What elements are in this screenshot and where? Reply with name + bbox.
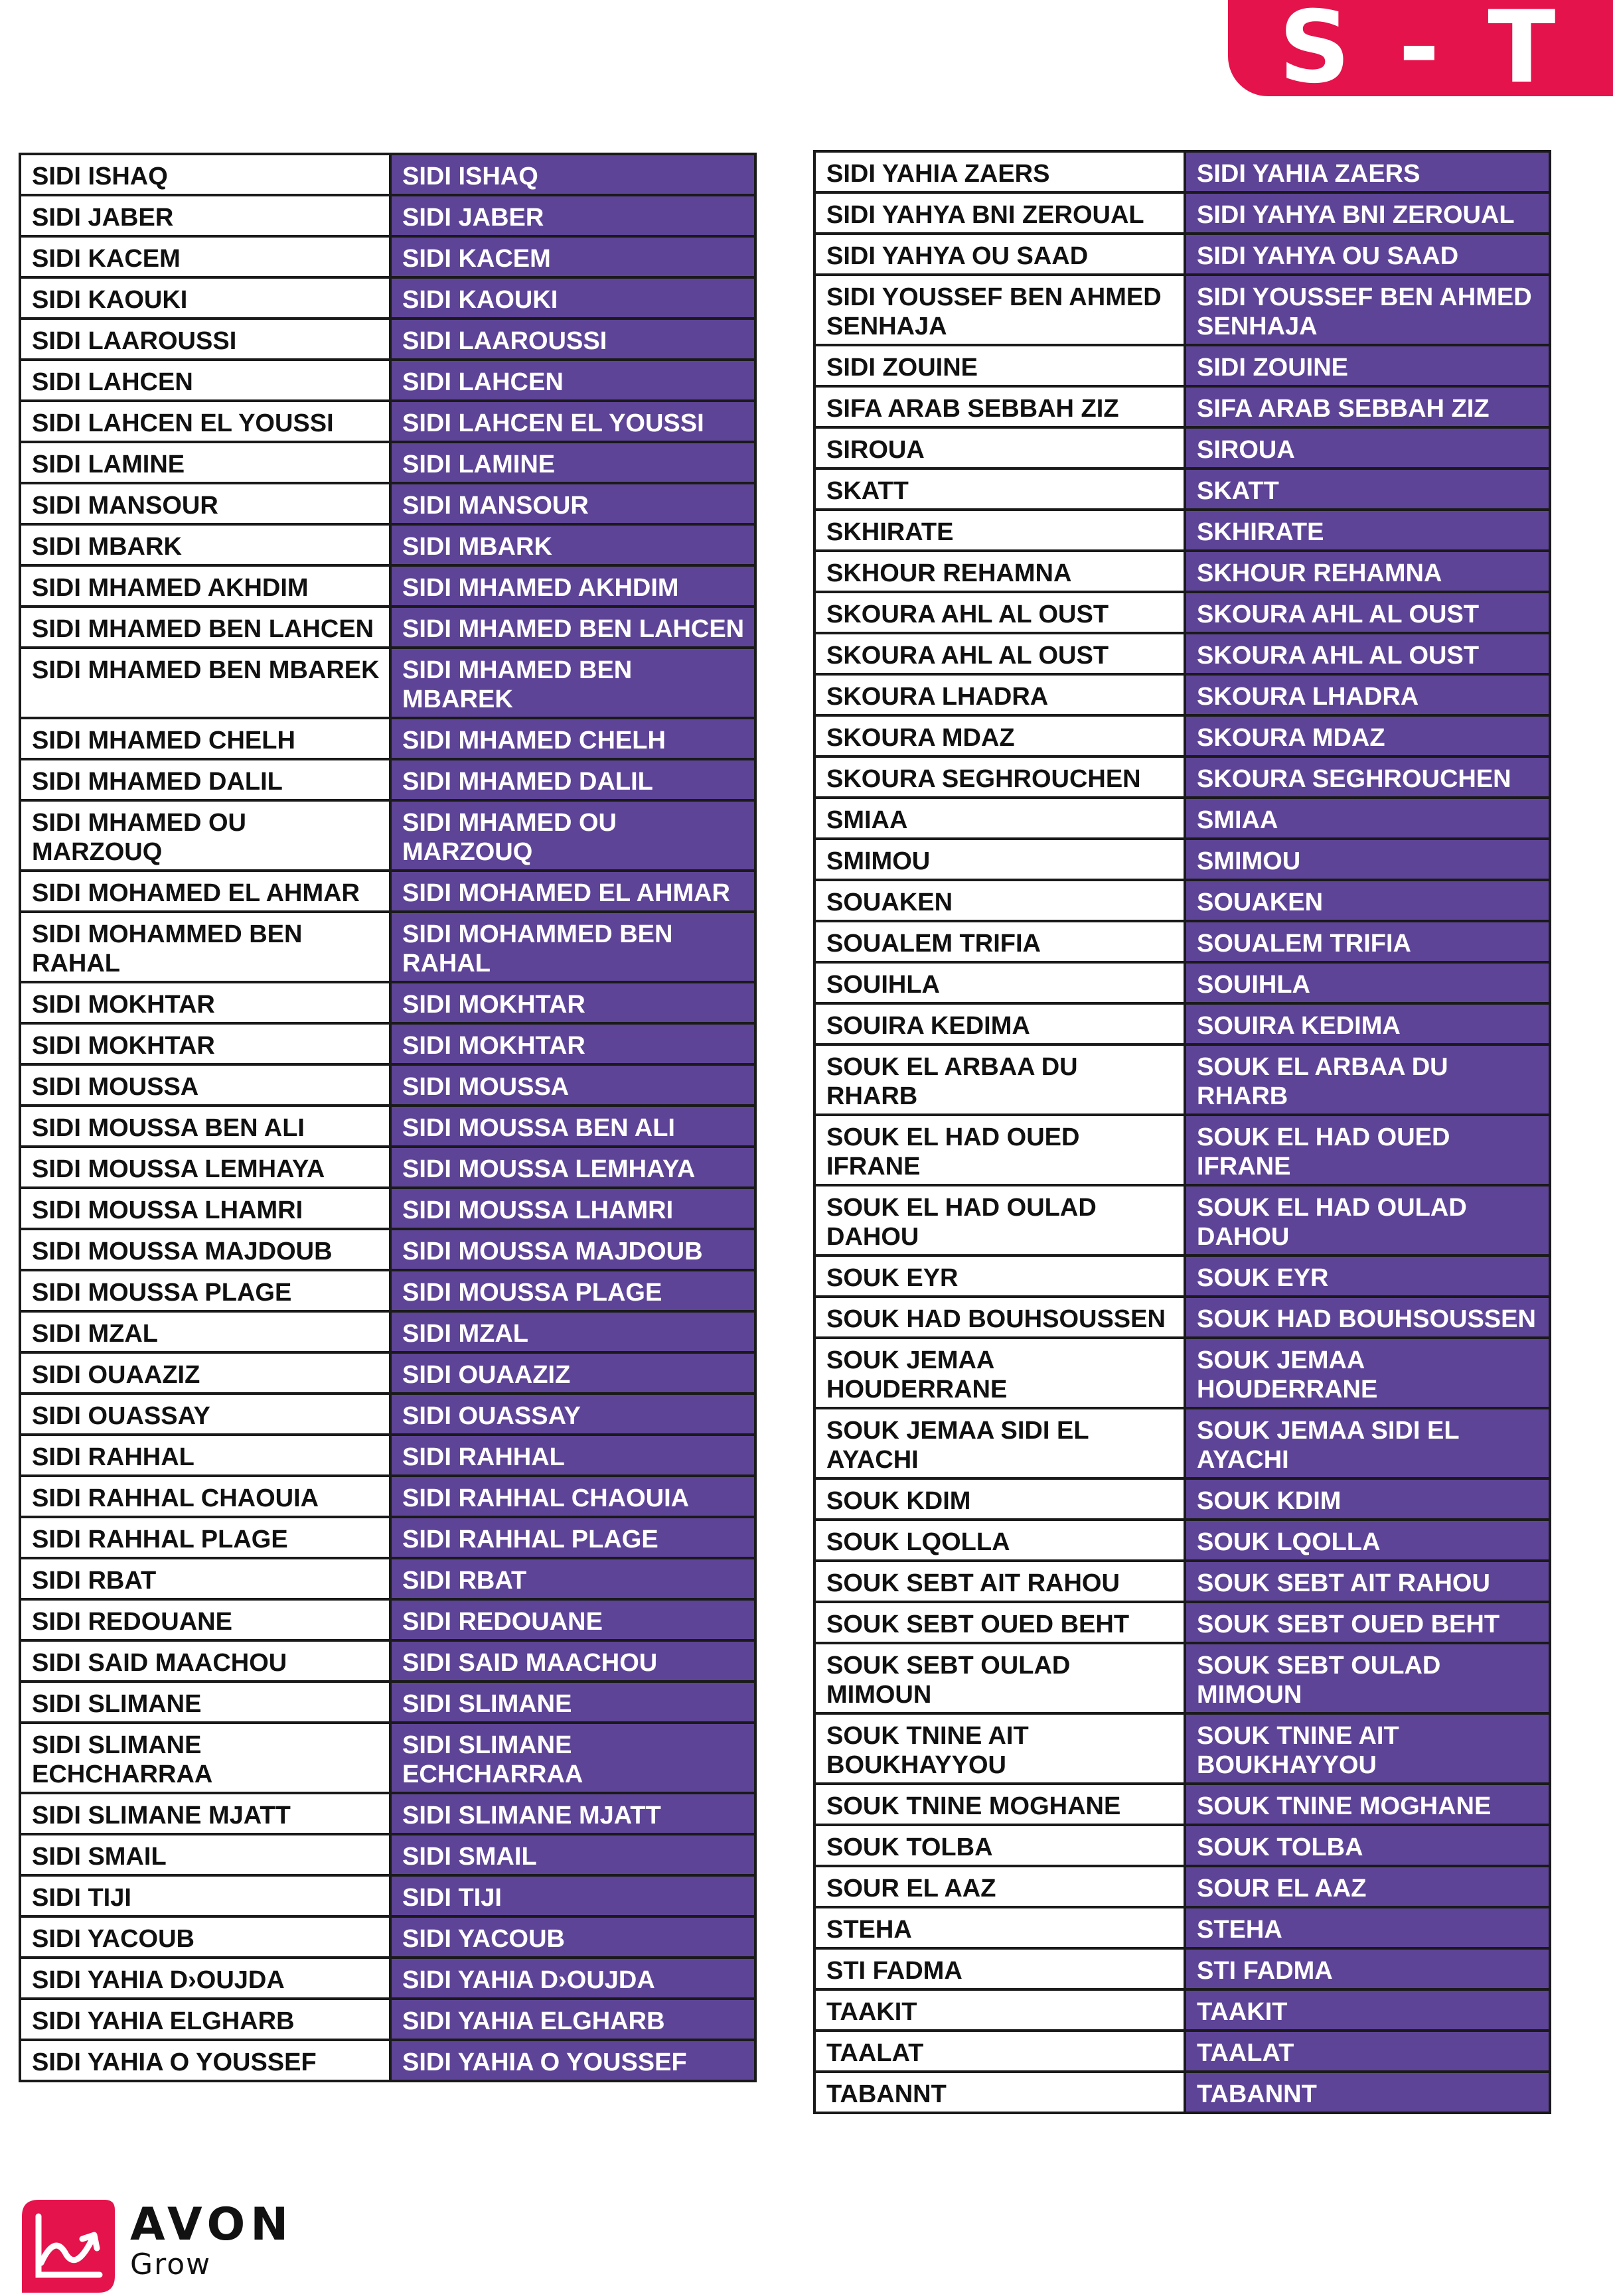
name-cell-highlighted: SOUK HAD BOUHSOUSSEN bbox=[1185, 1297, 1550, 1338]
table-row bbox=[814, 1185, 1550, 1256]
name-cell: SOUK HAD BOUHSOUSSEN bbox=[814, 1297, 1185, 1338]
table-row bbox=[20, 1229, 755, 1270]
name-cell: SIDI MANSOUR bbox=[20, 483, 390, 524]
name-cell: SIROUA bbox=[814, 427, 1185, 468]
table-row bbox=[814, 633, 1550, 674]
name-cell: SIDI JABER bbox=[20, 195, 390, 236]
name-cell: SIDI SLIMANE ECHCHARRAA bbox=[20, 1723, 390, 1793]
name-cell: SIDI RAHHAL CHAOUIA bbox=[20, 1476, 390, 1517]
table-row bbox=[814, 1825, 1550, 1866]
name-cell-highlighted: SKOURA LHADRA bbox=[1185, 674, 1550, 715]
name-cell-highlighted: SOUK SEBT AIT RAHOU bbox=[1185, 1561, 1550, 1602]
table-row bbox=[814, 1643, 1550, 1713]
table-row bbox=[814, 1256, 1550, 1297]
name-cell: SIDI MHAMED CHELH bbox=[20, 718, 390, 759]
name-cell-highlighted: TAALAT bbox=[1185, 2031, 1550, 2072]
name-cell-highlighted: SIDI YAHIA ZAERS bbox=[1185, 151, 1550, 192]
name-cell-highlighted: STI FADMA bbox=[1185, 1948, 1550, 1989]
table-row bbox=[20, 982, 755, 1023]
table-row bbox=[20, 1311, 755, 1352]
name-cell: SKOURA AHL AL OUST bbox=[814, 633, 1185, 674]
table-row bbox=[20, 1834, 755, 1875]
name-cell-highlighted: SIDI MHAMED OU MARZOUQ bbox=[390, 800, 755, 871]
table-row bbox=[814, 880, 1550, 921]
table-row bbox=[20, 360, 755, 401]
name-cell: SIDI YAHYA BNI ZEROUAL bbox=[814, 192, 1185, 234]
table-row bbox=[20, 718, 755, 759]
name-cell-highlighted: SOUR EL AAZ bbox=[1185, 1866, 1550, 1907]
name-cell: SMIMOU bbox=[814, 839, 1185, 880]
name-cell-highlighted: SIDI REDOUANE bbox=[390, 1599, 755, 1640]
name-cell: SIDI MOUSSA LEMHAYA bbox=[20, 1147, 390, 1188]
name-cell: SIDI ZOUINE bbox=[814, 345, 1185, 386]
name-cell: SIDI ISHAQ bbox=[20, 154, 390, 195]
table-row bbox=[814, 715, 1550, 756]
name-cell: SIFA ARAB SEBBAH ZIZ bbox=[814, 386, 1185, 427]
name-cell: SOUK SEBT AIT RAHOU bbox=[814, 1561, 1185, 1602]
name-cell: SIDI YAHIA ELGHARB bbox=[20, 1999, 390, 2040]
name-cell-highlighted: TAAKIT bbox=[1185, 1989, 1550, 2031]
name-cell: SKOURA MDAZ bbox=[814, 715, 1185, 756]
name-cell: SIDI YAHYA OU SAAD bbox=[814, 234, 1185, 275]
name-cell-highlighted: SIDI MOHAMED EL AHMAR bbox=[390, 871, 755, 912]
name-cell-highlighted: SIDI MOKHTAR bbox=[390, 1023, 755, 1064]
table-row bbox=[814, 386, 1550, 427]
name-cell: SIDI LAHCEN EL YOUSSI bbox=[20, 401, 390, 442]
brand-block bbox=[130, 2198, 294, 2281]
table-row bbox=[814, 1520, 1550, 1561]
table-row bbox=[814, 674, 1550, 715]
table-row bbox=[20, 1106, 755, 1147]
name-cell: SIDI MHAMED AKHDIM bbox=[20, 565, 390, 607]
table-row bbox=[20, 319, 755, 360]
name-cell-highlighted: SKOURA AHL AL OUST bbox=[1185, 633, 1550, 674]
name-cell: SIDI MOUSSA LHAMRI bbox=[20, 1188, 390, 1229]
table-row bbox=[20, 759, 755, 800]
name-cell-highlighted: SOUAKEN bbox=[1185, 880, 1550, 921]
table-row bbox=[20, 236, 755, 277]
name-cell-highlighted: SIDI YACOUB bbox=[390, 1916, 755, 1958]
table-row bbox=[814, 551, 1550, 592]
table-row bbox=[814, 1784, 1550, 1825]
table-row bbox=[20, 1352, 755, 1394]
name-cell: SIDI MHAMED OU MARZOUQ bbox=[20, 800, 390, 871]
table-row bbox=[20, 1435, 755, 1476]
name-cell-highlighted: SKOURA MDAZ bbox=[1185, 715, 1550, 756]
name-cell-highlighted: SIDI MBARK bbox=[390, 524, 755, 565]
table-row bbox=[20, 277, 755, 319]
table-row bbox=[814, 1907, 1550, 1948]
table-row bbox=[20, 524, 755, 565]
table-row bbox=[814, 1003, 1550, 1044]
table-row bbox=[814, 151, 1550, 192]
table-row bbox=[814, 1044, 1550, 1115]
table-row bbox=[814, 798, 1550, 839]
table-row bbox=[814, 2031, 1550, 2072]
name-cell-highlighted: SKOURA SEGHROUCHEN bbox=[1185, 756, 1550, 798]
name-cell: SIDI LAMINE bbox=[20, 442, 390, 483]
name-cell: SIDI SMAIL bbox=[20, 1834, 390, 1875]
name-cell: STI FADMA bbox=[814, 1948, 1185, 1989]
name-cell-highlighted: SIDI LAHCEN EL YOUSSI bbox=[390, 401, 755, 442]
name-cell-highlighted: SOUIRA KEDIMA bbox=[1185, 1003, 1550, 1044]
name-cell: SIDI MHAMED BEN MBAREK bbox=[20, 648, 390, 718]
name-cell: SIDI YAHIA O YOUSSEF bbox=[20, 2040, 390, 2081]
name-cell-highlighted: SOUK KDIM bbox=[1185, 1478, 1550, 1520]
name-cell-highlighted: SIDI RAHHAL bbox=[390, 1435, 755, 1476]
name-cell-highlighted: SOUK SEBT OULAD MIMOUN bbox=[1185, 1643, 1550, 1713]
name-cell-highlighted: SMIMOU bbox=[1185, 839, 1550, 880]
name-cell-highlighted: SIDI JABER bbox=[390, 195, 755, 236]
table-row bbox=[814, 756, 1550, 798]
name-cell: SIDI SAID MAACHOU bbox=[20, 1640, 390, 1682]
table-row bbox=[20, 565, 755, 607]
name-cell: SOUK EL ARBAA DU RHARB bbox=[814, 1044, 1185, 1115]
table-row bbox=[814, 1713, 1550, 1784]
name-cell: SOUIRA KEDIMA bbox=[814, 1003, 1185, 1044]
name-cell-highlighted: SIFA ARAB SEBBAH ZIZ bbox=[1185, 386, 1550, 427]
name-cell-highlighted: SIROUA bbox=[1185, 427, 1550, 468]
name-cell-highlighted: SIDI RAHHAL PLAGE bbox=[390, 1517, 755, 1558]
table-row bbox=[814, 427, 1550, 468]
name-cell-highlighted: SIDI LAAROUSSI bbox=[390, 319, 755, 360]
name-cell: SKATT bbox=[814, 468, 1185, 510]
name-cell-highlighted: SIDI MHAMED BEN LAHCEN bbox=[390, 607, 755, 648]
name-cell-highlighted: SIDI KACEM bbox=[390, 236, 755, 277]
name-cell: SKOURA AHL AL OUST bbox=[814, 592, 1185, 633]
name-cell-highlighted: SIDI RBAT bbox=[390, 1558, 755, 1599]
table-row bbox=[814, 962, 1550, 1003]
name-cell: SIDI MZAL bbox=[20, 1311, 390, 1352]
name-cell: SKHOUR REHAMNA bbox=[814, 551, 1185, 592]
name-cell: SOUK JEMAA HOUDERRANE bbox=[814, 1338, 1185, 1408]
table-row bbox=[814, 1989, 1550, 2031]
name-cell-highlighted: SIDI LAMINE bbox=[390, 442, 755, 483]
name-cell-highlighted: SIDI SAID MAACHOU bbox=[390, 1640, 755, 1682]
name-cell-highlighted: SIDI YAHIA ELGHARB bbox=[390, 1999, 755, 2040]
name-cell-highlighted: SOUK TOLBA bbox=[1185, 1825, 1550, 1866]
avon-grow-chart-icon bbox=[19, 2196, 118, 2296]
name-cell-highlighted: SOUK JEMAA HOUDERRANE bbox=[1185, 1338, 1550, 1408]
table-row bbox=[814, 510, 1550, 551]
table-row bbox=[20, 800, 755, 871]
table-row bbox=[20, 2040, 755, 2081]
table-row bbox=[20, 1875, 755, 1916]
name-cell: SOUR EL AAZ bbox=[814, 1866, 1185, 1907]
name-cell: SIDI SLIMANE MJATT bbox=[20, 1793, 390, 1834]
name-cell-highlighted: SOUK LQOLLA bbox=[1185, 1520, 1550, 1561]
name-cell: SOUK EYR bbox=[814, 1256, 1185, 1297]
table-row bbox=[20, 1188, 755, 1229]
table-row bbox=[20, 1958, 755, 1999]
name-cell: SIDI MOKHTAR bbox=[20, 982, 390, 1023]
table-row bbox=[20, 607, 755, 648]
name-cell: SIDI LAAROUSSI bbox=[20, 319, 390, 360]
name-cell: SKOURA SEGHROUCHEN bbox=[814, 756, 1185, 798]
name-cell: SIDI MOKHTAR bbox=[20, 1023, 390, 1064]
name-cell: SIDI MOUSSA bbox=[20, 1064, 390, 1106]
table-row bbox=[20, 1023, 755, 1064]
name-cell: SIDI KAOUKI bbox=[20, 277, 390, 319]
name-cell: SOUAKEN bbox=[814, 880, 1185, 921]
name-cell-highlighted: SKHOUR REHAMNA bbox=[1185, 551, 1550, 592]
name-cell: SIDI YAHIA ZAERS bbox=[814, 151, 1185, 192]
name-cell-highlighted: SIDI OUASSAY bbox=[390, 1394, 755, 1435]
name-cell: SIDI RBAT bbox=[20, 1558, 390, 1599]
table-row bbox=[814, 1115, 1550, 1185]
left-name-table bbox=[19, 153, 757, 2082]
name-cell: SIDI OUAAZIZ bbox=[20, 1352, 390, 1394]
name-cell-highlighted: SIDI KAOUKI bbox=[390, 277, 755, 319]
brand-subtitle: Grow bbox=[130, 2248, 212, 2281]
table-row bbox=[20, 401, 755, 442]
table-row bbox=[20, 1394, 755, 1435]
name-cell: SIDI MHAMED BEN LAHCEN bbox=[20, 607, 390, 648]
name-cell: SIDI RAHHAL bbox=[20, 1435, 390, 1476]
name-cell-highlighted: SIDI LAHCEN bbox=[390, 360, 755, 401]
name-cell: SOUK JEMAA SIDI EL AYACHI bbox=[814, 1408, 1185, 1478]
name-cell: SKOURA LHADRA bbox=[814, 674, 1185, 715]
name-cell-highlighted: SIDI OUAAZIZ bbox=[390, 1352, 755, 1394]
table-row bbox=[814, 1338, 1550, 1408]
name-cell-highlighted: SIDI ZOUINE bbox=[1185, 345, 1550, 386]
table-row bbox=[814, 1408, 1550, 1478]
table-row bbox=[20, 1599, 755, 1640]
name-cell-highlighted: SIDI YAHYA BNI ZEROUAL bbox=[1185, 192, 1550, 234]
name-cell: STEHA bbox=[814, 1907, 1185, 1948]
table-row bbox=[20, 1147, 755, 1188]
name-cell: SOUK SEBT OULAD MIMOUN bbox=[814, 1643, 1185, 1713]
table-row bbox=[20, 1999, 755, 2040]
name-cell-highlighted: SIDI MHAMED BEN MBAREK bbox=[390, 648, 755, 718]
name-cell: SMIAA bbox=[814, 798, 1185, 839]
name-cell: SIDI YAHIA D›OUJDA bbox=[20, 1958, 390, 1999]
table-row bbox=[20, 1064, 755, 1106]
name-cell-highlighted: SOUALEM TRIFIA bbox=[1185, 921, 1550, 962]
name-cell: SIDI MOUSSA MAJDOUB bbox=[20, 1229, 390, 1270]
name-cell-highlighted: TABANNT bbox=[1185, 2072, 1550, 2113]
name-cell: SIDI MBARK bbox=[20, 524, 390, 565]
name-cell-highlighted: SIDI MZAL bbox=[390, 1311, 755, 1352]
name-cell-highlighted: SOUK EL ARBAA DU RHARB bbox=[1185, 1044, 1550, 1115]
name-cell: SOUALEM TRIFIA bbox=[814, 921, 1185, 962]
name-cell: TAALAT bbox=[814, 2031, 1185, 2072]
table-row bbox=[814, 234, 1550, 275]
name-cell: SIDI LAHCEN bbox=[20, 360, 390, 401]
name-cell: SIDI MOHAMED EL AHMAR bbox=[20, 871, 390, 912]
name-cell-highlighted: SIDI MOUSSA LEMHAYA bbox=[390, 1147, 755, 1188]
table-row bbox=[20, 1640, 755, 1682]
name-cell: SIDI REDOUANE bbox=[20, 1599, 390, 1640]
table-row bbox=[814, 592, 1550, 633]
name-cell-highlighted: SIDI ISHAQ bbox=[390, 154, 755, 195]
name-cell-highlighted: SIDI SLIMANE bbox=[390, 1682, 755, 1723]
name-cell: SIDI MOHAMMED BEN RAHAL bbox=[20, 912, 390, 982]
name-cell-highlighted: SIDI MOKHTAR bbox=[390, 982, 755, 1023]
table-row bbox=[20, 154, 755, 195]
name-cell-highlighted: SOUIHLA bbox=[1185, 962, 1550, 1003]
table-row bbox=[20, 1682, 755, 1723]
name-cell: TAAKIT bbox=[814, 1989, 1185, 2031]
name-cell-highlighted: SIDI MOUSSA bbox=[390, 1064, 755, 1106]
name-cell-highlighted: STEHA bbox=[1185, 1907, 1550, 1948]
name-cell: SOUK TNINE AIT BOUKHAYYOU bbox=[814, 1713, 1185, 1784]
brand-name: AVON bbox=[130, 2198, 294, 2251]
name-cell: TABANNT bbox=[814, 2072, 1185, 2113]
name-cell-highlighted: SIDI YAHIA O YOUSSEF bbox=[390, 2040, 755, 2081]
section-tab: S - T bbox=[1228, 0, 1613, 96]
name-cell-highlighted: SIDI MHAMED CHELH bbox=[390, 718, 755, 759]
table-row bbox=[20, 1517, 755, 1558]
table-row bbox=[20, 483, 755, 524]
name-cell: SOUK EL HAD OULAD DAHOU bbox=[814, 1185, 1185, 1256]
name-cell-highlighted: SIDI SLIMANE ECHCHARRAA bbox=[390, 1723, 755, 1793]
table-row bbox=[814, 1602, 1550, 1643]
table-row bbox=[814, 1478, 1550, 1520]
name-cell-highlighted: SIDI MOUSSA LHAMRI bbox=[390, 1188, 755, 1229]
name-cell: SIDI MOUSSA PLAGE bbox=[20, 1270, 390, 1311]
name-cell: SIDI TIJI bbox=[20, 1875, 390, 1916]
table-row bbox=[20, 195, 755, 236]
table-row bbox=[20, 1916, 755, 1958]
table-row bbox=[814, 275, 1550, 345]
name-cell: SOUK EL HAD OUED IFRANE bbox=[814, 1115, 1185, 1185]
table-row bbox=[814, 1866, 1550, 1907]
table-row bbox=[20, 912, 755, 982]
table-row bbox=[814, 839, 1550, 880]
table-row bbox=[814, 2072, 1550, 2113]
name-cell-highlighted: SIDI RAHHAL CHAOUIA bbox=[390, 1476, 755, 1517]
name-cell-highlighted: SOUK TNINE AIT BOUKHAYYOU bbox=[1185, 1713, 1550, 1784]
name-cell: SIDI RAHHAL PLAGE bbox=[20, 1517, 390, 1558]
table-row bbox=[20, 1270, 755, 1311]
table-row bbox=[814, 1561, 1550, 1602]
name-cell-highlighted: SIDI YAHIA D›OUJDA bbox=[390, 1958, 755, 1999]
table-row bbox=[814, 921, 1550, 962]
name-cell: SOUK TOLBA bbox=[814, 1825, 1185, 1866]
table-row bbox=[20, 1558, 755, 1599]
table-row bbox=[814, 1948, 1550, 1989]
name-cell-highlighted: SIDI MOHAMMED BEN RAHAL bbox=[390, 912, 755, 982]
name-cell-highlighted: SMIAA bbox=[1185, 798, 1550, 839]
name-cell: SIDI SLIMANE bbox=[20, 1682, 390, 1723]
name-cell-highlighted: SIDI YAHYA OU SAAD bbox=[1185, 234, 1550, 275]
name-cell: SOUK TNINE MOGHANE bbox=[814, 1784, 1185, 1825]
name-cell-highlighted: SIDI MHAMED AKHDIM bbox=[390, 565, 755, 607]
name-cell: SOUK KDIM bbox=[814, 1478, 1185, 1520]
name-cell-highlighted: SIDI SMAIL bbox=[390, 1834, 755, 1875]
table-row bbox=[814, 192, 1550, 234]
table-row bbox=[20, 1476, 755, 1517]
table-row bbox=[814, 345, 1550, 386]
name-cell-highlighted: SIDI SLIMANE MJATT bbox=[390, 1793, 755, 1834]
table-row bbox=[20, 1723, 755, 1793]
table-row bbox=[20, 648, 755, 718]
name-cell: SIDI YACOUB bbox=[20, 1916, 390, 1958]
table-row bbox=[20, 871, 755, 912]
name-cell-highlighted: SIDI MANSOUR bbox=[390, 483, 755, 524]
name-cell: SIDI MOUSSA BEN ALI bbox=[20, 1106, 390, 1147]
table-row bbox=[20, 442, 755, 483]
name-cell-highlighted: SKATT bbox=[1185, 468, 1550, 510]
name-cell-highlighted: SOUK EYR bbox=[1185, 1256, 1550, 1297]
table-row bbox=[20, 1793, 755, 1834]
name-cell: SOUK SEBT OUED BEHT bbox=[814, 1602, 1185, 1643]
name-cell: SIDI KACEM bbox=[20, 236, 390, 277]
name-cell: SOUK LQOLLA bbox=[814, 1520, 1185, 1561]
name-cell-highlighted: SKOURA AHL AL OUST bbox=[1185, 592, 1550, 633]
name-cell: SIDI MHAMED DALIL bbox=[20, 759, 390, 800]
name-cell-highlighted: SOUK JEMAA SIDI EL AYACHI bbox=[1185, 1408, 1550, 1478]
name-cell-highlighted: SOUK EL HAD OUED IFRANE bbox=[1185, 1115, 1550, 1185]
name-cell-highlighted: SIDI MHAMED DALIL bbox=[390, 759, 755, 800]
name-cell-highlighted: SOUK EL HAD OULAD DAHOU bbox=[1185, 1185, 1550, 1256]
name-cell-highlighted: SIDI TIJI bbox=[390, 1875, 755, 1916]
name-cell: SIDI YOUSSEF BEN AHMED SENHAJA bbox=[814, 275, 1185, 345]
name-cell-highlighted: SIDI MOUSSA MAJDOUB bbox=[390, 1229, 755, 1270]
table-row bbox=[814, 468, 1550, 510]
name-cell: SKHIRATE bbox=[814, 510, 1185, 551]
name-cell: SOUIHLA bbox=[814, 962, 1185, 1003]
name-cell-highlighted: SIDI YOUSSEF BEN AHMED SENHAJA bbox=[1185, 275, 1550, 345]
table-row bbox=[814, 1297, 1550, 1338]
name-cell-highlighted: SKHIRATE bbox=[1185, 510, 1550, 551]
name-cell: SIDI OUASSAY bbox=[20, 1394, 390, 1435]
name-cell-highlighted: SOUK SEBT OUED BEHT bbox=[1185, 1602, 1550, 1643]
name-cell-highlighted: SIDI MOUSSA PLAGE bbox=[390, 1270, 755, 1311]
right-name-table bbox=[813, 150, 1551, 2114]
name-cell-highlighted: SOUK TNINE MOGHANE bbox=[1185, 1784, 1550, 1825]
name-cell-highlighted: SIDI MOUSSA BEN ALI bbox=[390, 1106, 755, 1147]
